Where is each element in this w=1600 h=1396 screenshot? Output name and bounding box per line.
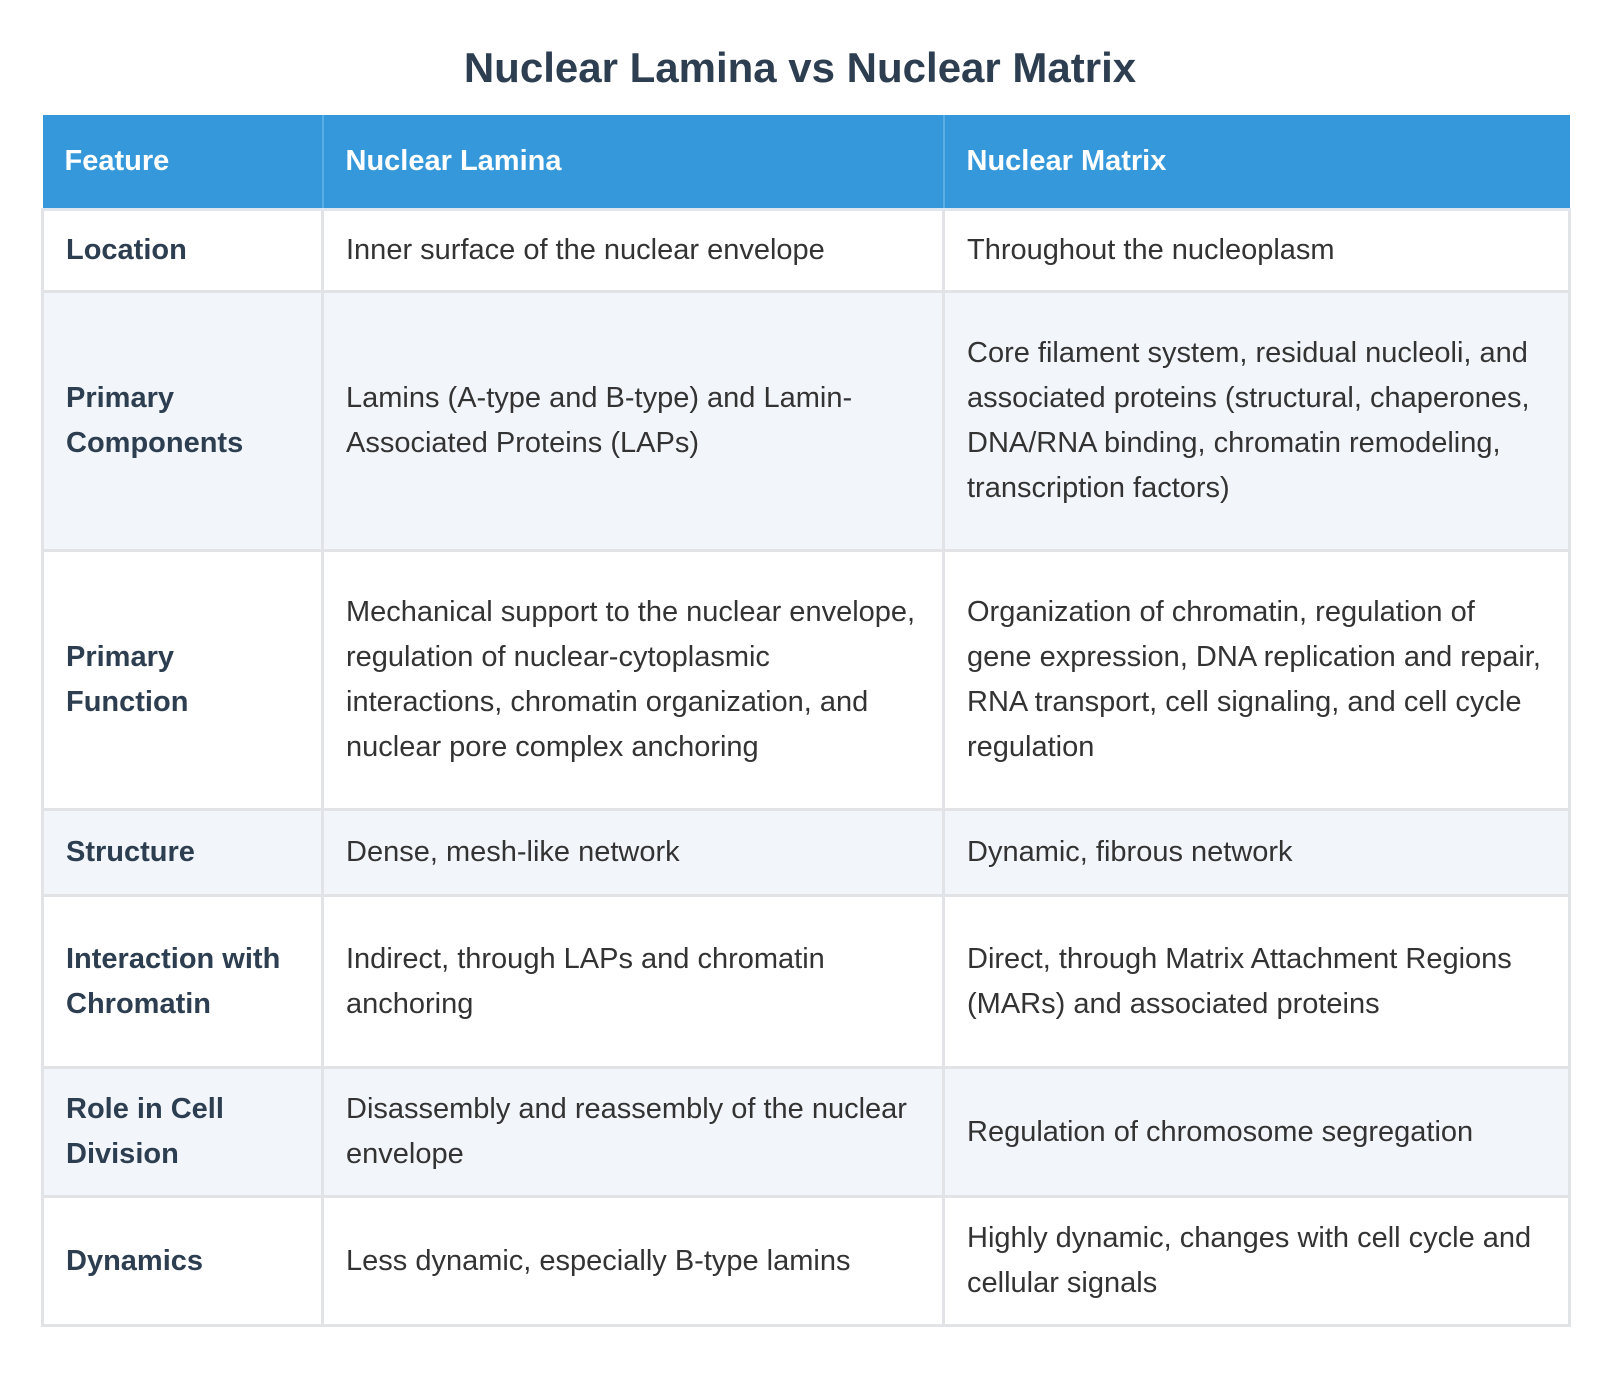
lamina-cell: Less dynamic, especially B-type lamins (323, 1197, 944, 1326)
lamina-cell: Dense, mesh-like network (323, 810, 944, 896)
lamina-cell: Mechanical support to the nuclear envelope, regulation of nuclear-cytoplasmic interactions, chromatin organization, and nuclear pore complex anchoring (323, 551, 944, 810)
matrix-cell: Direct, through Matrix Attachment Regions (MARs) and associated proteins (944, 896, 1570, 1068)
table-row (43, 1068, 1570, 1197)
feature-cell: Dynamics (43, 1197, 323, 1326)
header-row (43, 115, 1570, 210)
feature-cell: Role in Cell Division (43, 1068, 323, 1197)
table-row (43, 896, 1570, 1068)
feature-cell: Structure (43, 810, 323, 896)
header-feature: Feature (43, 115, 323, 210)
lamina-cell: Disassembly and reassembly of the nuclear envelope (323, 1068, 944, 1197)
header-nuclear-matrix: Nuclear Matrix (944, 115, 1570, 210)
comparison-table (41, 115, 1571, 1327)
feature-cell: Primary Components (43, 292, 323, 551)
feature-cell: Location (43, 210, 323, 292)
feature-cell: Interaction with Chromatin (43, 896, 323, 1068)
table-row (43, 210, 1570, 292)
matrix-cell: Throughout the nucleoplasm (944, 210, 1570, 292)
feature-cell: Primary Function (43, 551, 323, 810)
page-title: Nuclear Lamina vs Nuclear Matrix (463, 44, 1137, 91)
matrix-cell: Highly dynamic, changes with cell cycle and cellular signals (944, 1197, 1570, 1326)
matrix-cell: Organization of chromatin, regulation of gene expression, DNA replication and repair, RNA transport, cell signaling, and cell cycle regulation (944, 551, 1570, 810)
table-row (43, 810, 1570, 896)
table-body (43, 210, 1570, 1326)
lamina-cell: Inner surface of the nuclear envelope (323, 210, 944, 292)
lamina-cell: Lamins (A-type and B-type) and Lamin-Associated Proteins (LAPs) (323, 292, 944, 551)
table-row (43, 1197, 1570, 1326)
table-row (43, 551, 1570, 810)
table-header (43, 115, 1570, 210)
lamina-cell: Indirect, through LAPs and chromatin anchoring (323, 896, 944, 1068)
matrix-cell: Dynamic, fibrous network (944, 810, 1570, 896)
table-row (43, 292, 1570, 551)
matrix-cell: Regulation of chromosome segregation (944, 1068, 1570, 1197)
matrix-cell: Core filament system, residual nucleoli, and associated proteins (structural, chaperones, DNA/RNA binding, chromatin remodeling, transcription factors) (944, 292, 1570, 551)
header-nuclear-lamina: Nuclear Lamina (323, 115, 944, 210)
